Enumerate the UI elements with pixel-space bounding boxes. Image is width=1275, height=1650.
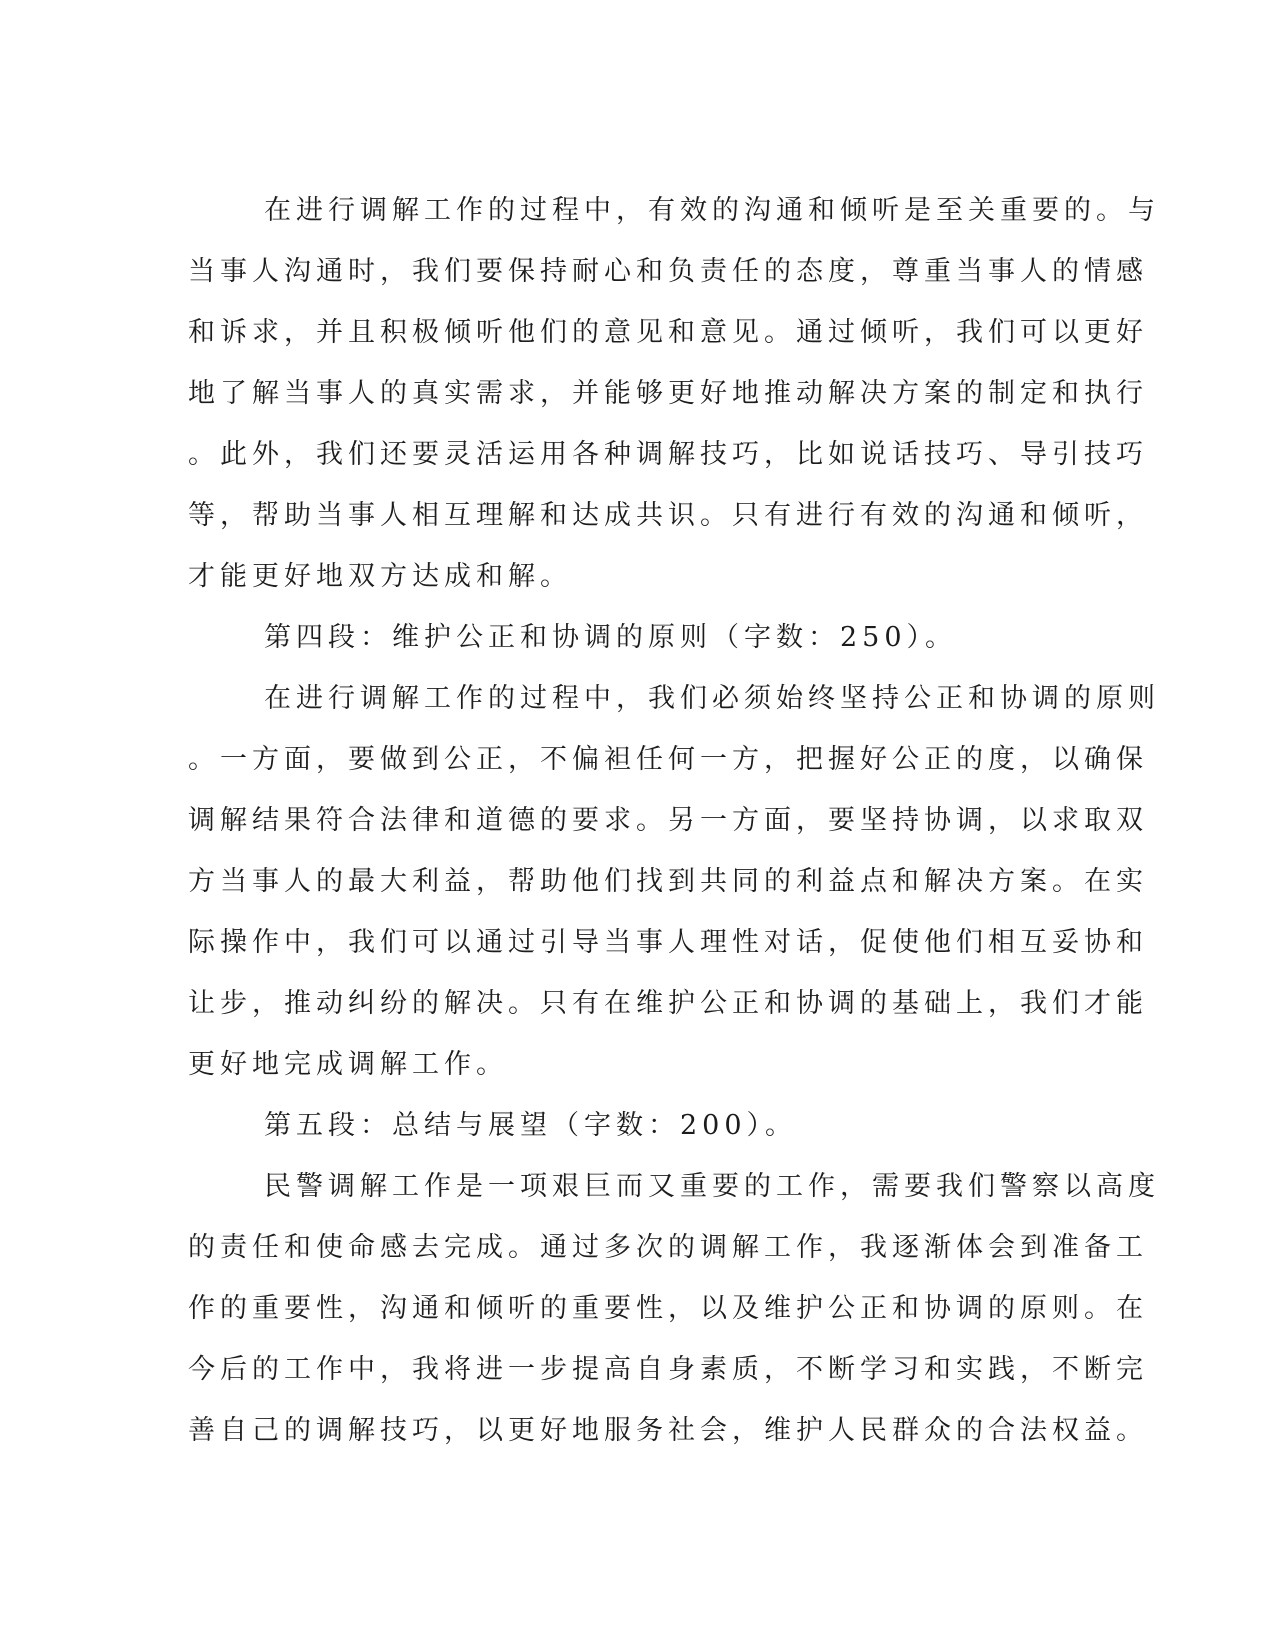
section-heading-5: 第五段：总结与展望（字数：200）。	[264, 1110, 798, 1141]
text-line: 调解结果符合法律和道德的要求。另一方面，要坚持协调，以求取双	[188, 805, 1148, 836]
text-line: 更好地完成调解工作。	[188, 1049, 508, 1080]
document-body	[188, 180, 1160, 1461]
text-line: 作的重要性，沟通和倾听的重要性，以及维护公正和协调的原则。在	[188, 1293, 1148, 1324]
text-line: 善自己的调解技巧，以更好地服务社会，维护人民群众的合法权益。	[188, 1415, 1148, 1446]
paragraph-fairness	[188, 668, 1160, 1095]
text-line: 今后的工作中，我将进一步提高自身素质，不断学习和实践，不断完	[188, 1354, 1148, 1385]
text-line: 。此外，我们还要灵活运用各种调解技巧，比如说话技巧、导引技巧	[188, 439, 1148, 470]
section-heading-4: 第四段：维护公正和协调的原则（字数：250）。	[264, 622, 958, 653]
text-line: 在进行调解工作的过程中，有效的沟通和倾听是至关重要的。与	[264, 195, 1160, 226]
paragraph-summary	[188, 1156, 1160, 1461]
text-line: 。一方面，要做到公正，不偏袒任何一方，把握好公正的度，以确保	[188, 744, 1148, 775]
text-line: 和诉求，并且积极倾听他们的意见和意见。通过倾听，我们可以更好	[188, 317, 1148, 348]
text-line: 当事人沟通时，我们要保持耐心和负责任的态度，尊重当事人的情感	[188, 256, 1148, 287]
text-line: 民警调解工作是一项艰巨而又重要的工作，需要我们警察以高度	[264, 1171, 1160, 1202]
text-line: 等，帮助当事人相互理解和达成共识。只有进行有效的沟通和倾听，	[188, 500, 1148, 531]
text-line: 才能更好地双方达成和解。	[188, 561, 572, 592]
text-line: 在进行调解工作的过程中，我们必须始终坚持公正和协调的原则	[264, 683, 1160, 714]
text-line: 地了解当事人的真实需求，并能够更好地推动解决方案的制定和执行	[188, 378, 1148, 409]
text-line: 际操作中，我们可以通过引导当事人理性对话，促使他们相互妥协和	[188, 927, 1148, 958]
text-line: 方当事人的最大利益，帮助他们找到共同的利益点和解决方案。在实	[188, 866, 1148, 897]
text-line: 的责任和使命感去完成。通过多次的调解工作，我逐渐体会到准备工	[188, 1232, 1148, 1263]
text-line: 让步，推动纠纷的解决。只有在维护公正和协调的基础上，我们才能	[188, 988, 1148, 1019]
paragraph-communication	[188, 180, 1160, 607]
